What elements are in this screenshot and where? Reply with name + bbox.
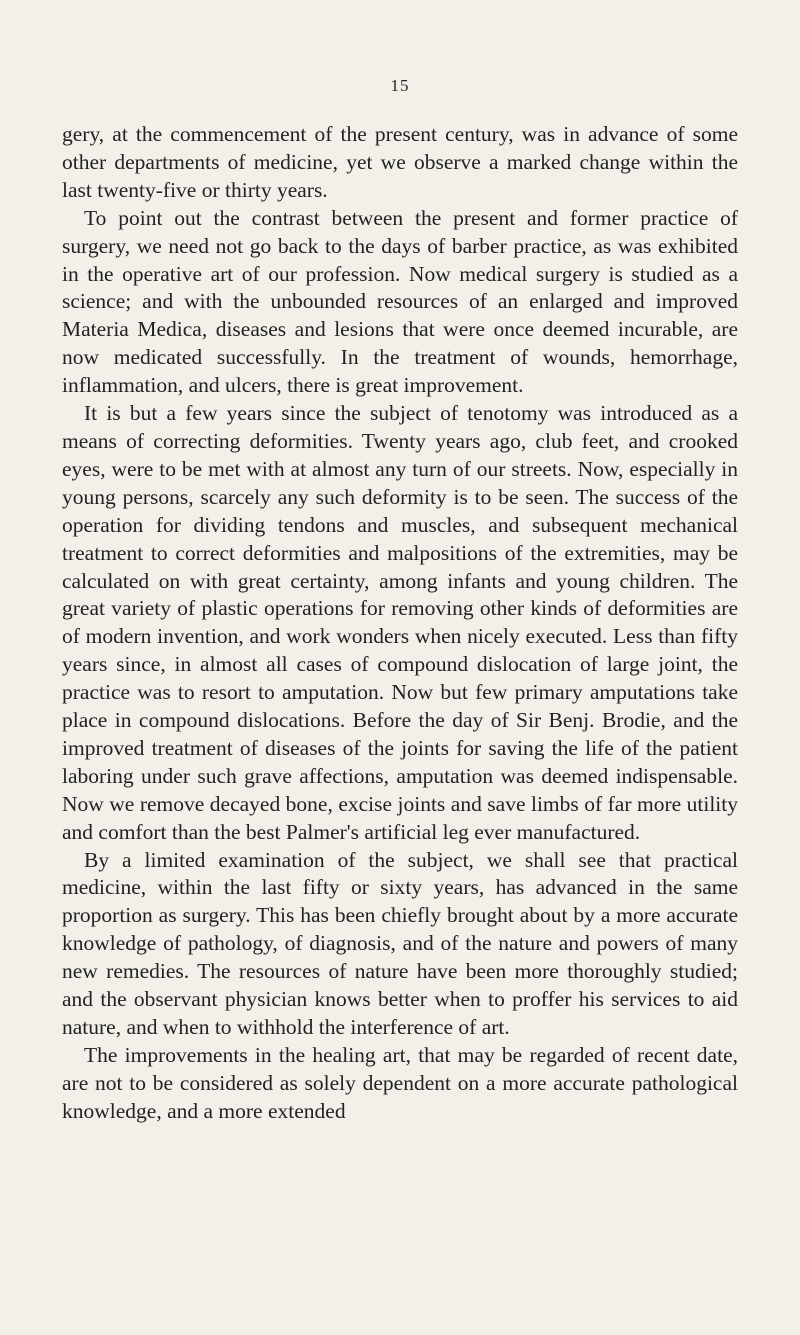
paragraph-practical-medicine: By a limited examination of the subject, we shall see that practical medicine, within the last fifty or sixty years, has advanced in the same proportion as surgery. This has been chiefly brought about by a more accurate knowledge of pathology, of diagnosis, and of the nature and powers of many new remedies. The resources of nature have been more thoroughly studied; and the observant physician knows better when to proffer his services to aid nature, and when to withhold the interference of art. [62, 847, 738, 1039]
paragraph-tenotomy: It is but a few years since the subject of tenotomy was introduced as a means of correcting deformities. Twenty years ago, club feet, and crooked eyes, were to be met with at almost any turn of our streets. Now, especially in young persons, scarcely any such deformity is to be seen. The success of the operation for dividing tendons and muscles, and subsequent mechanical treatment to correct deformities and malpositions of the extremities, may be calculated on with great certainty, among infants and young children. The great variety of plastic operations for removing other kinds of deformities are of modern invention, and work wonders when nicely executed. Less than fifty years since, in almost all cases of compound dislocation of large joint, the practice was to resort to amputation. Now but few primary amputations take place in compound dislocations. Before the day of Sir Benj. Brodie, and the improved treatment of diseases of the joints for saving the life of the patient laboring under such grave affections, amputation was deemed indispensable. Now we remove decayed bone, excise joints and save limbs of far more utility and comfort than the best Palmer's artificial leg ever manufactured. [62, 401, 738, 844]
paragraph-surgery-contrast: To point out the contrast between the present and former practice of surgery, we need not go back to the days of barber practice, as was exhibited in the operative art of our profession. Now medical surgery is studied as a science; and with the unbounded resources of an enlarged and improved Materia Medica, diseases and lesions that were once deemed incurable, are now medicated successfully. In the treatment of wounds, hemorrhage, inflammation, and ulcers, there is great improvement. [62, 205, 738, 398]
page-number: 15 [390, 76, 410, 95]
paragraph-continued: gery, at the commencement of the present century, was in advance of some other departments of medicine, yet we observe a marked change within the last twenty-five or thirty years. [62, 122, 738, 202]
paragraph-healing-art: The improvements in the healing art, that may be regarded of recent date, are not to be considered as solely dependent on a more accurate pathological knowledge, and a more extended [62, 1042, 738, 1123]
body-text [62, 121, 738, 1126]
